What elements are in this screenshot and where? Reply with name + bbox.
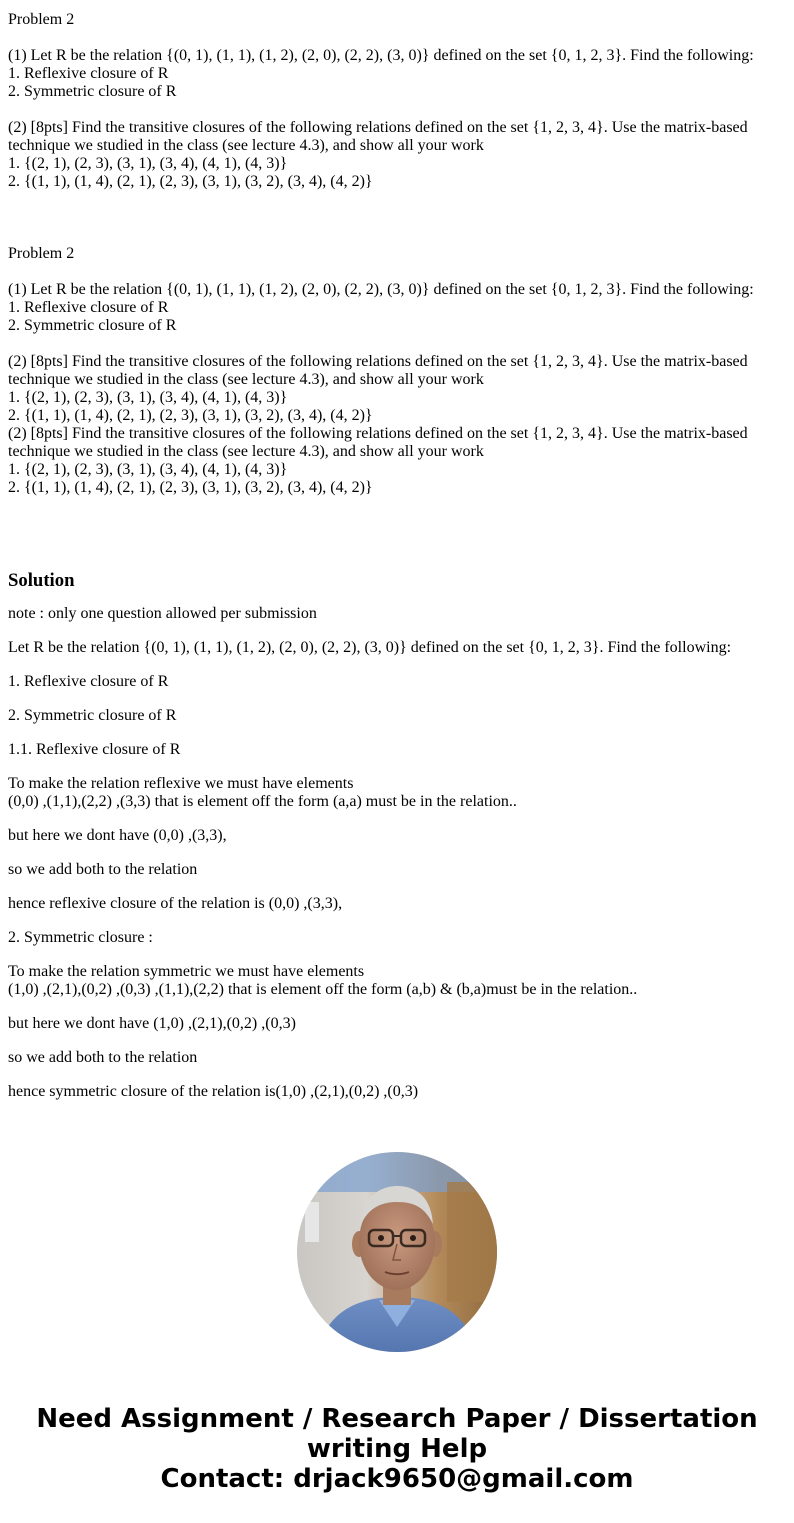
solution-heading: Solution [8,570,75,591]
solution-paragraph: but here we dont have (0,0) ,(3,3), [8,827,227,844]
solution-paragraph: so we add both to the relation [8,1049,198,1066]
problem-part-2-repeat-2 [8,425,786,497]
solution-paragraph: Let R be the relation {(0, 1), (1, 1), (1, 2), (2, 0), (2, 2), (3, 0)} defined on the set {0, 1, 2, 3}. Find the following: [8,639,732,656]
author-photo [297,1152,497,1352]
solution-paragraph: To make the relation reflexive we must have elements (0,0) ,(1,1),(2,2) ,(3,3) that is element off the form (a,a) must be in the relation.. [8,775,517,810]
part2-intro-repeat: (2) [8pts] Find the transitive closures of the following relations defined on the set {1, 2, 3, 4}. Use the matrix-based technique we studied in the class (see lecture 4.3), and show all your work [8,353,748,388]
part1-item-1-repeat: 1. Reflexive closure of R [8,299,169,316]
question-section [8,11,786,497]
part1-item-1: 1. Reflexive closure of R [8,65,169,82]
solution-paragraph: so we add both to the relation [8,861,198,878]
part2-item-2-repeat: 2. {(1, 1), (1, 4), (2, 1), (2, 3), (3, 1), (3, 2), (3, 4), (4, 2)} [8,407,373,424]
solution-paragraph: 1. Reflexive closure of R [8,673,169,690]
part1-item-2: 2. Symmetric closure of R [8,83,177,100]
part2-item-1: 1. {(2, 1), (2, 3), (3, 1), (3, 4), (4, 1), (4, 3)} [8,155,288,172]
problem-title: Problem 2 [8,11,75,28]
solution-paragraph: hence symmetric closure of the relation is(1,0) ,(2,1),(0,2) ,(0,3) [8,1083,419,1100]
portrait-image [297,1152,497,1352]
footer-line-3: Contact: drjack9650@gmail.com [160,1464,634,1494]
solution-paragraph: 2. Symmetric closure of R [8,707,177,724]
footer-line-1: Need Assignment / Research Paper / Dissertation [36,1404,758,1434]
solution-paragraph: but here we dont have (1,0) ,(2,1),(0,2) ,(0,3) [8,1015,296,1032]
problem-part-2 [8,119,786,191]
part2-item-2-repeat-2: 2. {(1, 1), (1, 4), (2, 1), (2, 3), (3, 1), (3, 2), (3, 4), (4, 2)} [8,479,373,496]
part1-intro-repeat: (1) Let R be the relation {(0, 1), (1, 1), (1, 2), (2, 0), (2, 2), (3, 0)} defined on the set {0, 1, 2, 3}. Find the following: [8,281,754,298]
part2-intro: (2) [8pts] Find the transitive closures of the following relations defined on the set {1, 2, 3, 4}. Use the matrix-based technique we studied in the class (see lecture 4.3), and show all your work [8,119,748,154]
solution-paragraph: 2. Symmetric closure : [8,929,153,946]
part2-item-1-repeat: 1. {(2, 1), (2, 3), (3, 1), (3, 4), (4, 1), (4, 3)} [8,389,288,406]
part1-item-2-repeat: 2. Symmetric closure of R [8,317,177,334]
solution-body [8,605,786,1101]
problem-part-1-repeat [8,281,786,335]
part2-item-2: 2. {(1, 1), (1, 4), (2, 1), (2, 3), (3, 1), (3, 2), (3, 4), (4, 2)} [8,173,373,190]
solution-paragraph: note : only one question allowed per submission [8,605,317,622]
problem-part-2-repeat [8,353,786,425]
part2-intro-repeat-2: (2) [8pts] Find the transitive closures of the following relations defined on the set {1, 2, 3, 4}. Use the matrix-based technique we studied in the class (see lecture 4.3), and show all your work [8,425,748,460]
solution-paragraph: To make the relation symmetric we must have elements (1,0) ,(2,1),(0,2) ,(0,3) ,(1,1),(2,2) that is element off the form (a,b) & (b,a)must be in the relation.. [8,963,638,998]
footer-line-2: writing Help [306,1434,488,1464]
solution-section [8,566,786,1101]
part1-intro: (1) Let R be the relation {(0, 1), (1, 1), (1, 2), (2, 0), (2, 2), (3, 0)} defined on the set {0, 1, 2, 3}. Find the following: [8,47,754,64]
solution-paragraph: hence reflexive closure of the relation is (0,0) ,(3,3), [8,895,343,912]
part2-item-1-repeat-2: 1. {(2, 1), (2, 3), (3, 1), (3, 4), (4, 1), (4, 3)} [8,461,288,478]
problem-part-1 [8,47,786,101]
problem-title-repeat: Problem 2 [8,245,75,262]
promo-footer [0,1404,794,1494]
solution-paragraph: 1.1. Reflexive closure of R [8,741,181,758]
